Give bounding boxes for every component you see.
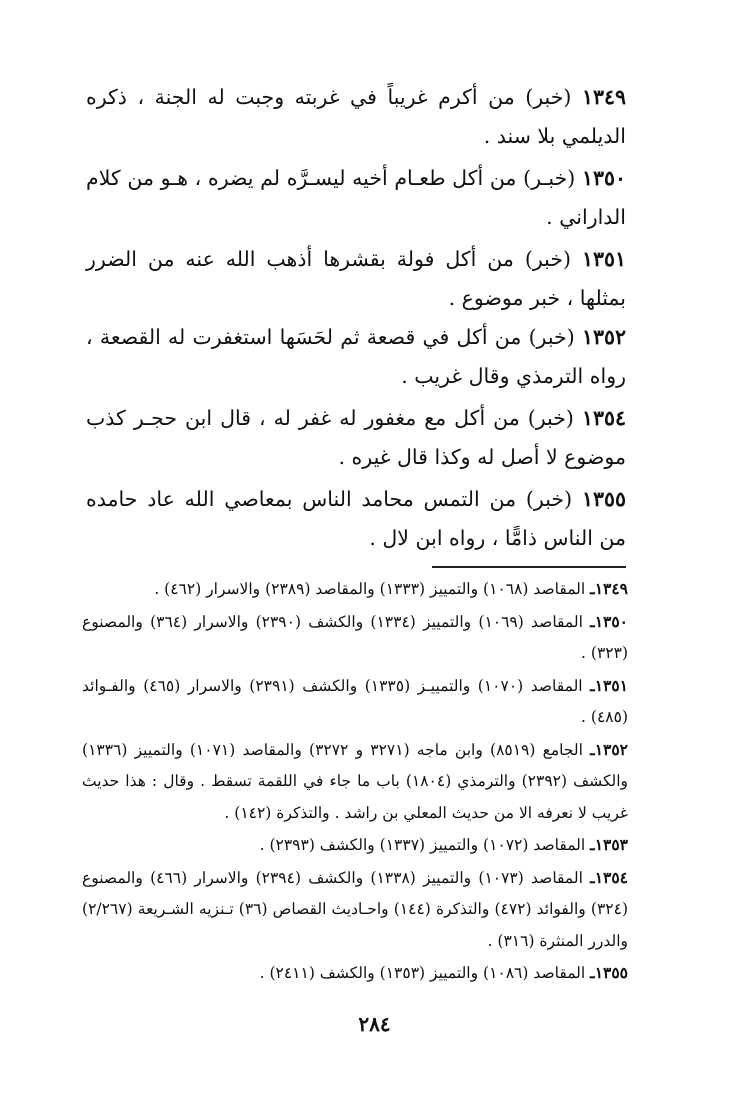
entry-text: من أكرم غريباً في غربته وجبت له الجنة ، ذكره الديلمي بلا سند . (86, 85, 626, 148)
entry-tag: (خبـر) (523, 166, 576, 190)
entry-text: من أكل فولة بقشرها أذهب الله عنه من الضرر بمثلها ، خبر موضوع . (86, 247, 626, 310)
entry-1355 (86, 480, 626, 558)
footnote-text: المقاصد (١٠٦٩) والتمييز (١٣٣٤) والكشف (٢٣٩٠) والاسرار (٣٦٤) والمصنوع (٣٢٣) . (82, 612, 628, 662)
footnote-text: المقاصد (١٠٧٣) والتمييز (١٣٣٨) والكشف (٢٣٩٤) والاسرار (٤٦٦) والمصنوع (٣٢٤) والفوائد (٤٧٢) والتذكرة (١٤٤) واحـاديث القصاص (٣٦) تـنزيه الشـريعة (٢/٢٦٧) والدرر المنثرة (٣١٦) . (82, 868, 628, 950)
main-text-body (86, 78, 626, 561)
entry-1351 (86, 240, 626, 318)
footnote-number: ١٣٥٢ـ (590, 739, 628, 759)
entry-text: من أكل طعـام أخيه ليسـرَّه لم يضره ، هـو من كلام الداراني . (86, 166, 626, 229)
footnote-number: ١٣٥٥ـ (590, 963, 628, 982)
entry-number: ١٣٥٢ (581, 325, 626, 349)
entry-1350 (86, 159, 626, 237)
entry-1354 (86, 399, 626, 477)
footnote-number: ١٣٥٣ـ (590, 835, 628, 854)
footnotes (82, 573, 628, 990)
footnote-1351 (82, 670, 628, 734)
footnote-divider (432, 566, 626, 568)
footnote-1355 (82, 957, 628, 990)
footnote-text: المقاصد (١٠٧٠) والتمييـز (١٣٣٥) والكشف (٢٣٩١) والاسرار (٤٦٥) والفـوائد (٤٨٥) . (82, 676, 628, 726)
footnote-1353 (82, 829, 628, 862)
entry-tag: (خبر) (525, 487, 573, 511)
entry-text: من التمس محامد الناس بمعاصي الله عاد حامده من الناس ذامًّا ، رواه ابن لال . (86, 487, 626, 550)
entry-tag: (خبر) (527, 406, 574, 430)
entry-tag: (خبر) (525, 85, 572, 109)
entry-number: ١٣٥٥ (581, 487, 626, 511)
footnote-number: ١٣٥١ـ (590, 675, 628, 695)
footnote-1352 (82, 734, 628, 830)
footnote-text: المقاصد (١٠٦٨) والتمييز (١٣٣٣) والمقاصد (٢٣٨٩) والاسرار (٤٦٢) . (154, 580, 586, 598)
footnote-text: المقاصد (١٠٧٢) والتمييز (١٣٣٧) والكشف (٢٣٩٣) . (259, 836, 586, 854)
entry-tag: (خبر) (524, 247, 571, 271)
entry-text: من أكل في قصعة ثم لحَسَها استغفرت له القصعة ، رواه الترمذي وقال غريب . (86, 325, 626, 388)
footnote-1349 (82, 573, 628, 606)
footnote-text: المقاصد (١٠٨٦) والتمييز (١٣٥٣) والكشف (٢٤١١) . (259, 964, 586, 982)
footnote-number: ١٣٥٤ـ (590, 867, 628, 887)
footnote-1350 (82, 606, 628, 670)
page-number: ٢٨٤ (358, 1012, 391, 1036)
entry-text: من أكل مع مغفور له غفر له ، قال ابن حجـر كذب موضوع لا أصل له وكذا قال غيره . (86, 406, 626, 469)
entry-tag: (خبر) (528, 325, 575, 349)
entry-number: ١٣٥١ (581, 247, 626, 271)
entry-number: ١٣٤٩ (581, 85, 626, 109)
entry-number: ١٣٥٤ (581, 406, 626, 430)
footnote-1354 (82, 862, 628, 958)
entry-number: ١٣٥٠ (581, 166, 626, 190)
footnote-text: الجامع (٨٥١٩) وابن ماجه (٣٢٧١ و ٣٢٧٢) والمقاصد (١٠٧١) والتمييز (١٣٣٦) والكشف (٢٣٩٢) والترمذي (١٨٠٤) باب ما جاء في اللقمة تسقط . وقال : هذا حديث غريب لا نعرفه الا من حديث المعلي بن راشد . والتذكرة (١٤٢) . (82, 740, 629, 822)
entry-1352 (86, 318, 626, 396)
footnote-number: ١٣٤٩ـ (590, 579, 628, 598)
entry-1349 (86, 78, 626, 156)
footnote-number: ١٣٥٠ـ (590, 611, 628, 631)
